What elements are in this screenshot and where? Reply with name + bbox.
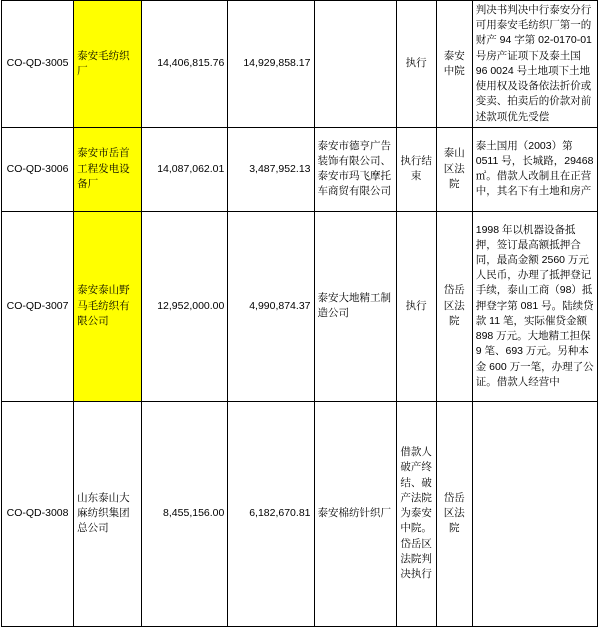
- cell-debtor: 泰安泰山野马毛纺织有限公司: [74, 211, 142, 401]
- cell-contract-id: CO-QD-3007: [2, 211, 74, 401]
- cell-guarantor: [314, 1, 396, 128]
- cell-debtor: 山东泰山大麻纺织集团总公司: [74, 401, 142, 626]
- cell-contract-id: CO-QD-3008: [2, 401, 74, 626]
- table-row: [2, 211, 598, 401]
- table-row: [2, 127, 598, 211]
- table-row: [2, 1, 598, 128]
- cell-court: 岱岳区法院: [436, 401, 472, 626]
- cell-interest: 3,487,952.13: [228, 127, 314, 211]
- cell-interest: 6,182,670.81: [228, 401, 314, 626]
- cell-court: 泰山区法院: [436, 127, 472, 211]
- cell-debtor: 泰安市岳首工程发电设备厂: [74, 127, 142, 211]
- cell-note: 1998 年以机器设备抵押，签订最高额抵押合同，最高金额 2560 万元人民币，办理了抵押登记手续，泰山工商（98）抵押登字第 081 号。陆续贷款 11 笔，实际催贷金额 898 万元。大地精工担保 9 笔、693 万元。另种本金 600 万一笔，办理了公证。借款人经营中: [472, 211, 597, 401]
- cell-guarantor: 泰安市德亨广告装饰有限公司、泰安市玛飞摩托车商贸有限公司: [314, 127, 396, 211]
- cell-principal: 14,406,815.76: [142, 1, 228, 128]
- cell-court: 泰安中院: [436, 1, 472, 128]
- cell-guarantor: 泰安棉纺针织厂: [314, 401, 396, 626]
- debt-records-table: [1, 0, 598, 627]
- cell-stage: 借款人破产终结、破产法院为泰安中院。岱岳区法院判决执行: [396, 401, 436, 626]
- table-row: [2, 401, 598, 626]
- cell-principal: 12,952,000.00: [142, 211, 228, 401]
- cell-debtor: 泰安毛纺织厂: [74, 1, 142, 128]
- cell-stage: 执行: [396, 1, 436, 128]
- cell-note: 泰土国用（2003）第 0511 号，长城路，29468 ㎡。借款人改制且在正营中，其名下有土地和房产: [472, 127, 597, 211]
- cell-stage: 执行结束: [396, 127, 436, 211]
- cell-contract-id: CO-QD-3005: [2, 1, 74, 128]
- cell-contract-id: CO-QD-3006: [2, 127, 74, 211]
- cell-principal: 14,087,062.01: [142, 127, 228, 211]
- cell-principal: 8,455,156.00: [142, 401, 228, 626]
- cell-guarantor: 泰安大地精工制造公司: [314, 211, 396, 401]
- cell-interest: 14,929,858.17: [228, 1, 314, 128]
- cell-note: [472, 401, 597, 626]
- cell-stage: 执行: [396, 211, 436, 401]
- cell-interest: 4,990,874.37: [228, 211, 314, 401]
- cell-court: 岱岳区法院: [436, 211, 472, 401]
- cell-note: 判决书判决中行泰安分行可用泰安毛纺织厂第一的财产 94 字第 02-0170-01 号房产证项下及泰土国 96 0024 号土地项下土地使用权及设备依法折价或变卖、拍卖后的价款对前述款项优先受偿: [472, 1, 597, 128]
